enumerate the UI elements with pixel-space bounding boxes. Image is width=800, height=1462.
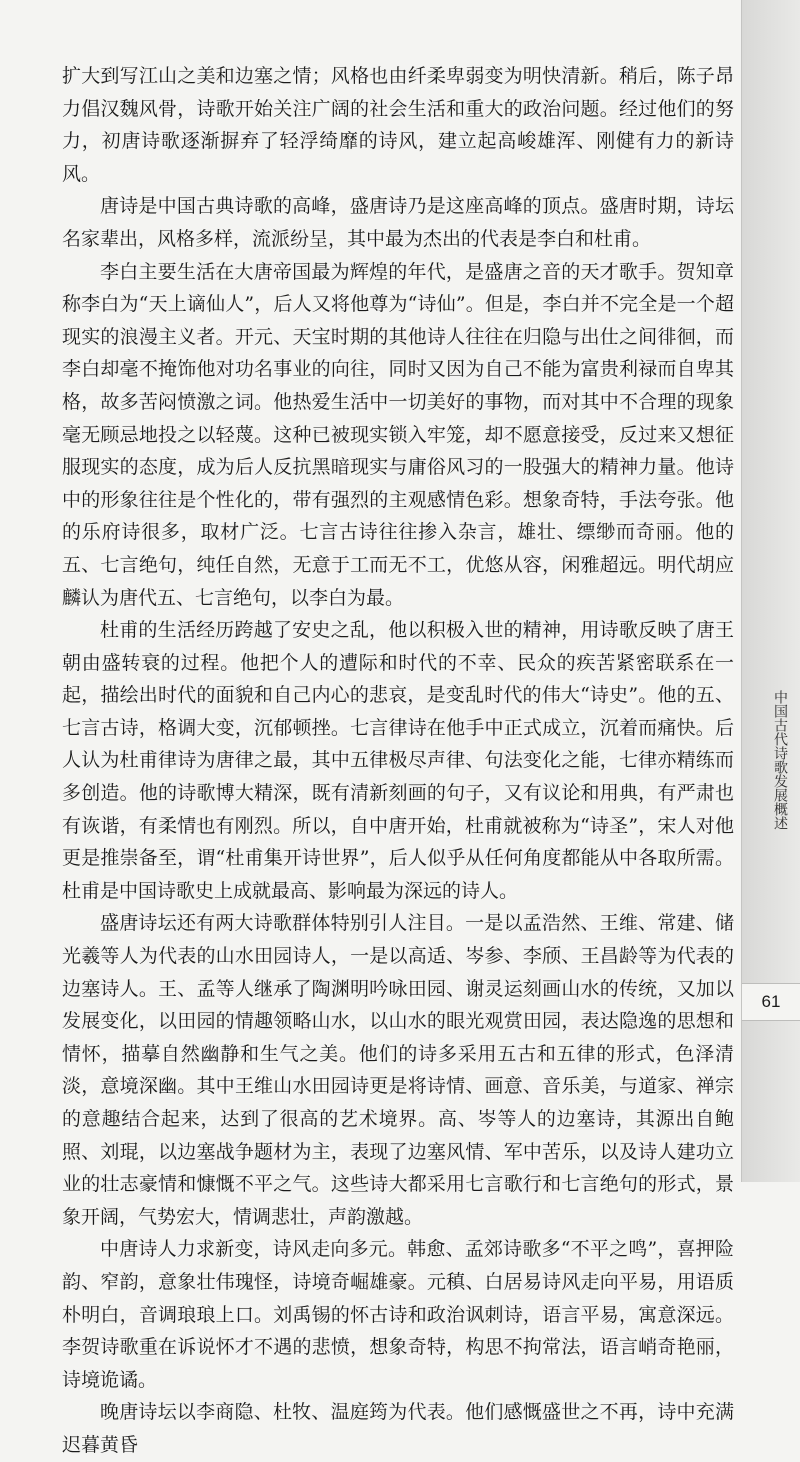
paragraph: 晚唐诗坛以李商隐、杜牧、温庭筠为代表。他们感慨盛世之不再，诗中充满迟暮黄昏 (62, 1401, 734, 1456)
paragraph: 杜甫的生活经历跨越了安史之乱，他以积极入世的精神，用诗歌反映了唐王朝由盛转衰的过程。他把个人的遭际和时代的不幸、民众的疾苦紧密联系在一起，描绘出时代的面貌和自己内心的悲哀，是变乱时代的伟大“诗史”。他的五、七言古诗，格调大变，沉郁顿挫。七言律诗在他手中正式成立，沉着而痛快。后人认为杜甫律诗为唐律之最，其中五律极尽声律、句法变化之能，七律亦精练而多创造。他的诗歌博大精深，既有清新刻画的句子，又有议论和用典，有严肃也有诙谐，有柔情也有刚烈。所以，自中唐开始，杜甫就被称为“诗圣”，宋人对他更是推崇备至，谓“杜甫集开诗世界”，后人似乎从任何角度都能从中各取所需。杜甫是中国诗歌史上成就最高、影响最为深远的诗人。 (62, 619, 734, 902)
body-text (62, 60, 734, 1462)
page-number: 61 (742, 983, 800, 1021)
running-chapter-title: 中国古代诗歌发展概述 (772, 690, 788, 830)
paragraph: 扩大到写江山之美和边塞之情；风格也由纤柔卑弱变为明快清新。稍后，陈子昂力倡汉魏风骨，诗歌开始关注广阔的社会生活和重大的政治问题。经过他们的努力，初唐诗歌逐渐摒弃了轻浮绮靡的诗风，建立起高峻雄浑、刚健有力的新诗风。 (62, 65, 734, 185)
paragraph: 盛唐诗坛还有两大诗歌群体特别引人注目。一是以孟浩然、王维、常建、储光羲等人为代表的山水田园诗人，一是以高适、岑参、李颀、王昌龄等为代表的边塞诗人。王、孟等人继承了陶渊明吟咏田园、谢灵运刻画山水的传统，又加以发展变化，以田园的情趣领略山水，以山水的眼光观赏田园，表达隐逸的思想和情怀，描摹自然幽静和生气之美。他们的诗多采用五古和五律的形式，色泽清淡，意境深幽。其中王维山水田园诗更是将诗情、画意、音乐美，与道家、禅宗的意趣结合起来，达到了很高的艺术境界。高、岑等人的边塞诗，其源出自鲍照、刘琨，以边塞战争题材为主，表现了边塞风情、军中苦乐，以及诗人建功立业的壮志豪情和慷慨不平之气。这些诗大都采用七言歌行和七言绝句的形式，景象开阔，气势宏大，情调悲壮，声韵激越。 (62, 912, 734, 1228)
paragraph: 唐诗是中国古典诗歌的高峰，盛唐诗乃是这座高峰的顶点。盛唐时期，诗坛名家辈出，风格多样，流派纷呈，其中最为杰出的代表是李白和杜甫。 (62, 195, 734, 250)
paragraph: 中唐诗人力求新变，诗风走向多元。韩愈、孟郊诗歌多“不平之鸣”，喜押险韵、窄韵，意象壮伟瑰怪，诗境奇崛雄豪。元稹、白居易诗风走向平易，用语质朴明白，音调琅琅上口。刘禹锡的怀古诗和政治讽刺诗，语言平易，寓意深远。李贺诗歌重在诉说怀才不遇的悲愤，想象奇特，构思不拘常法，语言峭奇艳丽，诗境诡谲。 (62, 1238, 734, 1391)
paragraph: 李白主要生活在大唐帝国最为辉煌的年代，是盛唐之音的天才歌手。贺知章称李白为“天上谪仙人”，后人又将他尊为“诗仙”。但是，李白并不完全是一个超现实的浪漫主义者。开元、天宝时期的其他诗人往往在归隐与出仕之间徘徊，而李白却毫不掩饰他对功名事业的向往，同时又因为自己不能为富贵利禄而自卑其格，故多苦闷愤激之词。他热爱生活中一切美好的事物，而对其中不合理的现象毫无顾忌地投之以轻蔑。这种已被现实锁入牢笼，却不愿意接受，反过来又想征服现实的态度，成为后人反抗黑暗现实与庸俗风习的一股强大的精神力量。他诗中的形象往往是个性化的，带有强烈的主观感情色彩。想象奇特，手法夸张。他的乐府诗很多，取材广泛。七言古诗往往掺入杂言，雄壮、缥缈而奇丽。他的五、七言绝句，纯任自然，无意于工而无不工，优悠从容，闲雅超远。明代胡应麟认为唐代五、七言绝句，以李白为最。 (62, 260, 734, 609)
